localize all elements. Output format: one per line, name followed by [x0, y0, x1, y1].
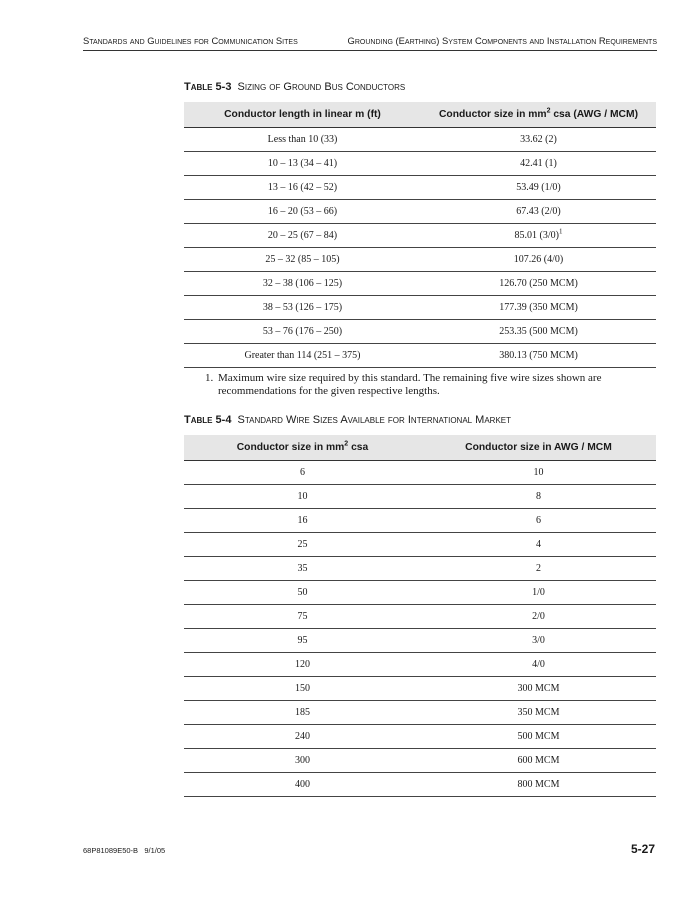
footnote-text-2: recommendations for the given respective lengths. — [218, 385, 440, 397]
table-footnote — [205, 372, 645, 398]
table-5-3-caption — [184, 81, 405, 93]
footer-doc-info — [83, 846, 165, 855]
table-header-row — [184, 435, 656, 461]
table-title: Standard Wire Sizes Available for International Market — [237, 414, 512, 426]
standard-wire-sizes-table — [184, 435, 656, 797]
table-5-4-caption — [184, 414, 511, 426]
table-number: Table 5-3 — [184, 81, 232, 93]
table-row: 16 6 — [184, 509, 656, 533]
table-row: 25 4 — [184, 533, 656, 557]
table-row: 16 – 20 (53 – 66) 67.43 (2/0) — [184, 200, 656, 224]
table-row: 240 500 MCM — [184, 725, 656, 749]
table-row: 25 – 32 (85 – 105) 107.26 (4/0) — [184, 248, 656, 272]
table-row: 38 – 53 (126 – 175) 177.39 (350 MCM) — [184, 296, 656, 320]
column-header-csa: Conductor size in $mm^2$ csa — [184, 435, 421, 461]
footnote-reference: 1 — [558, 227, 563, 236]
table-row: 13 – 16 (42 – 52) 53.49 (1/0) — [184, 176, 656, 200]
column-header-size: Conductor size in $mm^2$ csa (AWG / MCM) — [421, 102, 656, 128]
table-row: 10 – 13 (34 – 41) 42.41 (1) — [184, 152, 656, 176]
table-row: 6 10 — [184, 461, 656, 485]
table-title: Sizing of Ground Bus Conductors — [237, 81, 406, 93]
table-number: Table 5-4 — [184, 414, 232, 426]
footer-doc-id: 68P81089E50-B — [83, 846, 139, 855]
table-row: 35 2 — [184, 557, 656, 581]
table-row: 75 2/0 — [184, 605, 656, 629]
table-row: 95 3/0 — [184, 629, 656, 653]
table-row: 185 350 MCM — [184, 701, 656, 725]
footnote-number: 1. — [205, 372, 214, 384]
table-row: Less than 10 (33) 33.62 (2) — [184, 128, 656, 152]
column-header-length: Conductor length in linear m (ft) — [184, 102, 421, 128]
ground-bus-conductor-table — [184, 102, 656, 368]
header-right: Grounding (Earthing) System Components and Installation Requirements — [347, 35, 657, 46]
table-row: 150 300 MCM — [184, 677, 656, 701]
table-row: Greater than 114 (251 – 375) 380.13 (750 MCM) — [184, 344, 656, 368]
table-row: 50 1/0 — [184, 581, 656, 605]
table-row: 10 8 — [184, 485, 656, 509]
table-row: 400 800 MCM — [184, 773, 656, 797]
table-row: 300 600 MCM — [184, 749, 656, 773]
footer-date: 9/1/05 — [144, 846, 166, 855]
table-row: 32 – 38 (106 – 125) 126.70 (250 MCM) — [184, 272, 656, 296]
table-row: 20 – 25 (67 – 84) 85.01 $(3/0)^1$ — [184, 224, 656, 248]
column-header-awg: Conductor size in AWG / MCM — [421, 435, 656, 461]
page-number: 5-27 — [630, 842, 655, 856]
header-left: Standards and Guidelines for Communication Sites — [83, 35, 298, 46]
table-header-row — [184, 102, 656, 128]
table-row: 53 – 76 (176 – 250) 253.35 (500 MCM) — [184, 320, 656, 344]
footnote-text-1: Maximum wire size required by this standard. The remaining five wire sizes shown are — [218, 372, 602, 384]
running-header — [83, 35, 657, 51]
table-row: 120 4/0 — [184, 653, 656, 677]
